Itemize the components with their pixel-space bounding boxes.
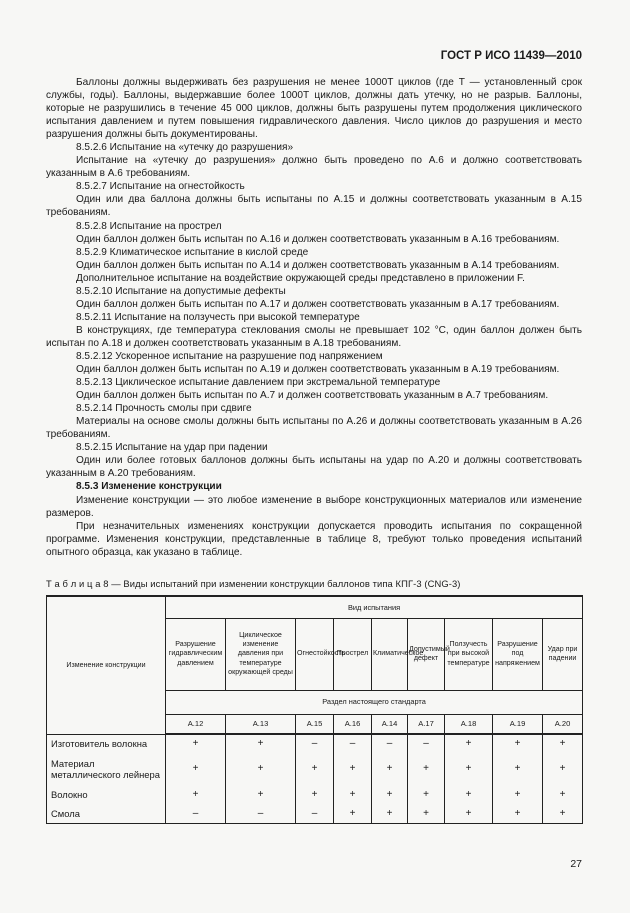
table-cell: –: [408, 734, 445, 753]
table-cell: +: [372, 804, 408, 823]
table-cell: +: [226, 785, 296, 804]
table-cell: +: [372, 753, 408, 785]
table-cell: +: [493, 753, 543, 785]
table-caption: Т а б л и ц а 8 — Виды испытаний при изменении конструкции баллонов типа КПГ-3 (CNG-3): [46, 578, 461, 589]
table-cell: +: [296, 753, 334, 785]
body-paragraph: 8.5.2.9 Климатическое испытание в кислой среде: [76, 246, 309, 258]
column-header: Ползучесть при высокой температуре: [445, 618, 493, 690]
page-number: 27: [570, 858, 582, 870]
test-type-header: Вид испытания: [166, 596, 583, 618]
table-row: [47, 785, 583, 804]
section-ref: А.14: [372, 714, 408, 734]
body-paragraph: Испытание на «утечку до разрушения» должно быть проведено по А.6 и должно соответствовать указанным в А.6 требованиям.: [46, 155, 582, 180]
table-row: [47, 804, 583, 823]
table-cell: +: [296, 785, 334, 804]
body-paragraph: 8.5.2.8 Испытание на прострел: [76, 220, 222, 232]
table-cell: +: [445, 785, 493, 804]
section-ref: А.12: [166, 714, 226, 734]
column-header: Огнестойкость: [296, 618, 334, 690]
body-paragraph: Один баллон должен быть испытан по А.17 и должен соответствовать указанным в А.17 требованиям.: [76, 298, 560, 310]
table-cell: +: [493, 804, 543, 823]
table-cell: +: [543, 734, 583, 753]
body-paragraph: 8.5.2.11 Испытание на ползучесть при высокой температуре: [76, 311, 360, 323]
body-paragraph: Один или более готовых баллонов должны быть испытаны на удар по А.20 и должны соответствовать указанным в А.20 требованиям.: [46, 455, 582, 480]
table-cell: +: [372, 785, 408, 804]
table-cell: +: [543, 785, 583, 804]
body-paragraph: Один баллон должен быть испытан по А.16 и должен соответствовать указанным в А.16 требованиям.: [76, 233, 560, 245]
column-header: Разрушение гидравлическим давлением: [166, 618, 226, 690]
row-label: Изготовитель волокна: [47, 734, 166, 753]
table-cell: +: [543, 804, 583, 823]
table-cell: +: [408, 785, 445, 804]
body-paragraph: 8.5.2.15 Испытание на удар при падении: [76, 442, 268, 454]
column-header: Удар при падении: [543, 618, 583, 690]
body-paragraph: Дополнительное испытание на воздействие окружающей среды представлено в приложении F.: [76, 272, 525, 284]
body-paragraph: Изменение конструкции — это любое изменение в выборе конструкционных материалов или изменение размеров.: [46, 494, 582, 519]
row-label: Смола: [47, 804, 166, 823]
column-header: Прострел: [334, 618, 372, 690]
body-paragraph: Один или два баллона должны быть испытаны по А.15 и должны соответствовать указанным в А.15 требованиям.: [46, 194, 582, 219]
table-cell: +: [226, 753, 296, 785]
body-paragraph: 8.5.2.7 Испытание на огнестойкость: [76, 181, 245, 193]
table-cell: –: [334, 734, 372, 753]
row-label: Материал металлического лейнера: [47, 753, 166, 785]
table-cell: +: [408, 753, 445, 785]
table-cell: +: [226, 734, 296, 753]
table-cell: –: [296, 804, 334, 823]
column-header: Разрушение под напряжением: [493, 618, 543, 690]
document-id: ГОСТ Р ИСО 11439—2010: [440, 50, 582, 62]
body-paragraph: Один баллон должен быть испытан по А.7 и должен соответствовать указанным в А.7 требованиям.: [76, 390, 549, 402]
section-ref: А.16: [334, 714, 372, 734]
table-row: [47, 734, 583, 753]
body-paragraph: Материалы на основе смолы должны быть испытаны по А.26 и должны соответствовать указанным в А.26 требованиям.: [46, 416, 582, 441]
section-ref: А.15: [296, 714, 334, 734]
body-paragraph: 8.5.2.14 Прочность смолы при сдвиге: [76, 403, 252, 415]
body-paragraph: 8.5.2.6 Испытание на «утечку до разрушения»: [76, 142, 294, 154]
table-cell: –: [372, 734, 408, 753]
table-cell: +: [166, 785, 226, 804]
table-cell: –: [226, 804, 296, 823]
body-text: [46, 76, 582, 559]
table-cell: +: [334, 785, 372, 804]
section-header: Раздел настоящего стандарта: [166, 690, 583, 714]
body-paragraph: При незначительных изменениях конструкции допускается проводить испытания по сокращенной программе. Изменения конструкции, представленные в таблице 8, требуют только проведения испытаний опытного образца, как указано в таблице.: [46, 520, 582, 558]
body-paragraph: 8.5.2.12 Ускоренное испытание на разрушение под напряжением: [76, 350, 383, 362]
row-header-cell: Изменение конструкции: [47, 596, 166, 734]
section-ref: А.17: [408, 714, 445, 734]
table-cell: +: [445, 804, 493, 823]
table-cell: +: [493, 734, 543, 753]
section-ref: А.20: [543, 714, 583, 734]
table-cell: –: [166, 804, 226, 823]
column-header: Допустимый дефект: [408, 618, 445, 690]
body-paragraph: Один баллон должен быть испытан по А.19 и должен соответствовать указанным в А.19 требованиям.: [76, 364, 560, 376]
body-paragraph: Баллоны должны выдерживать без разрушения не менее 1000T циклов (где T — установленный срок службы, годы). Баллоны, выдержавшие более 1000T циклов, должны дать утечку, но не разрыв. Баллоны, которые не разрушились в течение 45 000 циклов, должны быть разрушены путем продолжения циклического испытания давлением и путем повышения гидравлического давления. Число циклов до разрушения и место разрушения должны быть документированы.: [46, 77, 582, 141]
table-cell: +: [166, 753, 226, 785]
section-ref: А.18: [445, 714, 493, 734]
body-paragraph: 8.5.2.10 Испытание на допустимые дефекты: [76, 285, 286, 297]
table-cell: +: [493, 785, 543, 804]
body-paragraph: В конструкциях, где температура стеклования смолы не превышает 102 °С, один баллон должен быть испытан по А.18 и должен соответствовать указанным в А.18 требованиям.: [46, 324, 582, 349]
table-cell: +: [166, 734, 226, 753]
row-label: Волокно: [47, 785, 166, 804]
table-cell: +: [543, 753, 583, 785]
column-header: Циклическое изменение давления при температуре окружающей среды: [226, 618, 296, 690]
table-cell: +: [445, 753, 493, 785]
section-ref: А.13: [226, 714, 296, 734]
table-cell: +: [408, 804, 445, 823]
table-cell: +: [334, 753, 372, 785]
body-paragraph: 8.5.2.13 Циклическое испытание давлением при экстремальной температуре: [76, 377, 441, 389]
table-cell: +: [445, 734, 493, 753]
section-heading: 8.5.3 Изменение конструкции: [76, 481, 222, 493]
table-cell: +: [334, 804, 372, 823]
section-ref: А.19: [493, 714, 543, 734]
table-row: [47, 753, 583, 785]
table-cell: –: [296, 734, 334, 753]
design-change-table: [46, 595, 583, 824]
body-paragraph: Один баллон должен быть испытан по А.14 и должен соответствовать указанным в А.14 требованиям.: [76, 259, 560, 271]
column-header: Климатическое: [372, 618, 408, 690]
